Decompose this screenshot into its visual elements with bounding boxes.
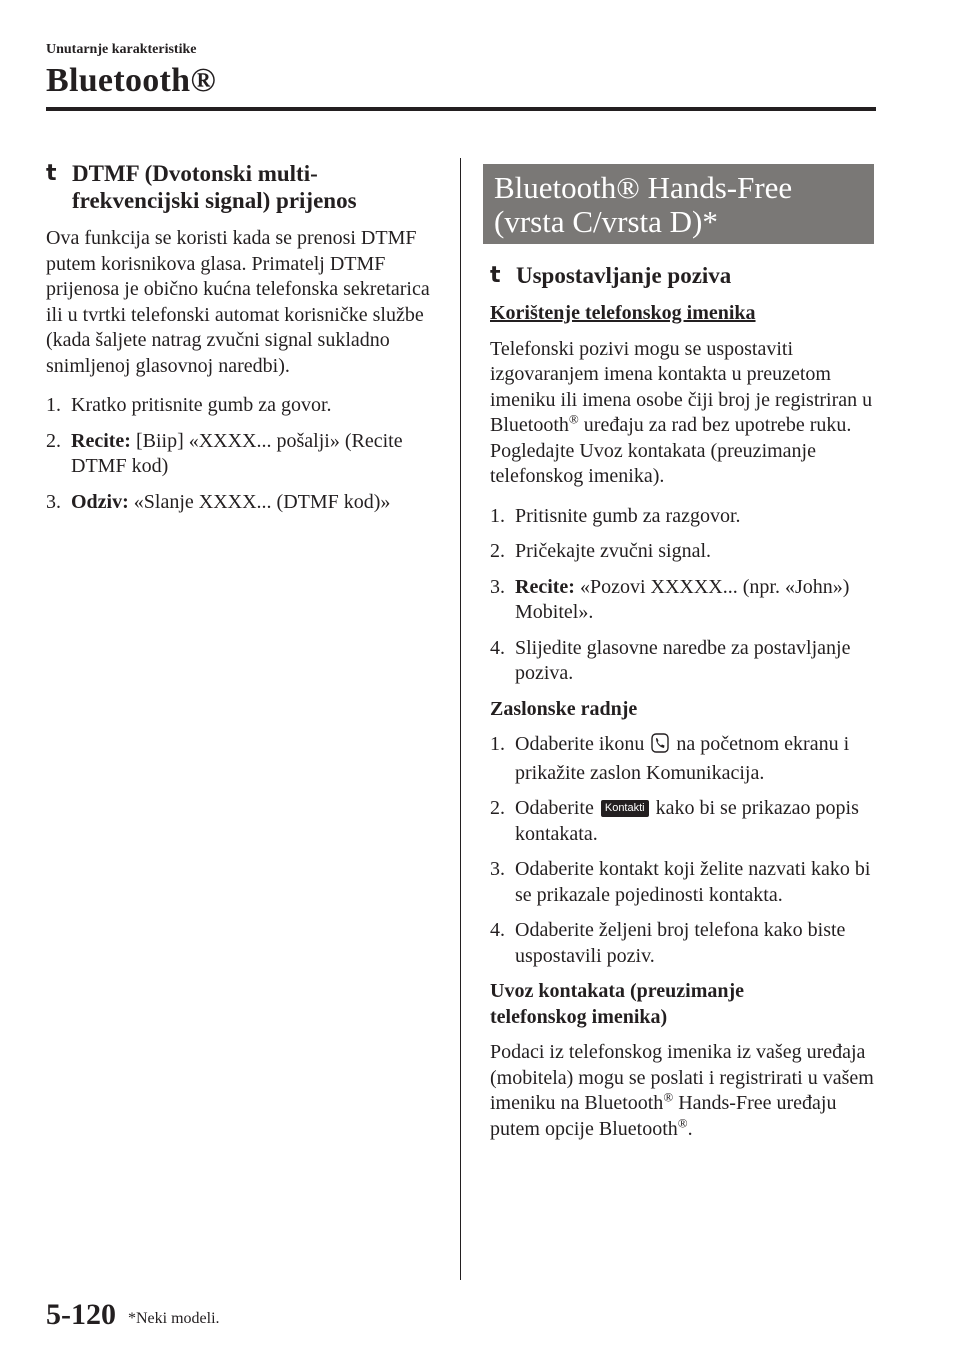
contacts-button: Kontakti: [601, 800, 649, 817]
step-text: Slijedite glasovne naredbe za postavljanje poziva.: [515, 636, 851, 684]
subheading-screen-actions: Zaslonske radnje: [490, 697, 638, 720]
list-item: [46, 429, 438, 480]
step-number: 3.: [490, 575, 505, 598]
text-run: Telefonski pozivi mogu se uspostaviti izgovaranjem imena kontakta u preuzetom imeniku ili imena osobe čiji broj je registriran u Bluetooth: [490, 337, 873, 436]
list-item: [46, 490, 438, 516]
list-item: [490, 732, 875, 786]
text-run: Hands-Free uređaju putem opcije Bluetooth: [490, 1092, 837, 1140]
registered-mark: ®: [568, 411, 579, 427]
text-run: telefonskog imenika): [490, 1005, 668, 1028]
step-number: 2.: [490, 540, 505, 562]
text-run: Uvoz kontakata (preuzimanje: [490, 980, 745, 1002]
step-text: kako bi se prikazao popis kontakata.: [515, 797, 859, 845]
registered-mark: ®: [677, 1114, 688, 1130]
list-item: [490, 575, 875, 626]
section-banner: [483, 164, 874, 244]
column-divider: [460, 158, 461, 1280]
text-run: .: [687, 1117, 693, 1140]
step-text: Odaberite ikonu: [515, 733, 645, 755]
step-number: 4.: [490, 919, 505, 941]
step-number: 2.: [46, 429, 61, 452]
list-item: [490, 918, 875, 969]
subheading-import-contacts: [490, 979, 875, 1030]
step-text: Pritisnite gumb za razgovor.: [515, 504, 741, 527]
section-heading-dtmf: [46, 160, 438, 214]
header-rule: [46, 107, 876, 111]
section-heading-call: [490, 262, 875, 289]
step-text: Pričekajte zvučni signal.: [515, 540, 712, 562]
banner-subtitle: (vrsta C/vrsta D)*: [494, 204, 718, 239]
step-text: Odaberite kontakt koji želite nazvati kako bi se prikazale pojedinosti kontakta.: [515, 858, 871, 906]
step-number: 1.: [490, 733, 505, 755]
import-contacts-text: [490, 1040, 875, 1142]
step-number: 2.: [490, 797, 505, 819]
step-number: 1.: [490, 504, 505, 527]
section-bullet-icon: t: [46, 161, 57, 186]
step-text: [Biip] «XXXX... pošalji» (Recite DTMF kod): [71, 429, 403, 477]
step-label: Odziv:: [71, 490, 129, 513]
right-column: [490, 262, 875, 1152]
phone-icon: [651, 733, 669, 761]
dtmf-intro: Ova funkcija se koristi kada se prenosi DTMF putem korisnikova glasa. Primatelj DTMF prijenosa je obično kućna telefonska sekretarica ili u tvrtki telefonski automat korisničke službe (kada šaljete natrag zvučni signal sukladno snimljenoj glasovnoj naredbi).: [46, 227, 430, 377]
page-number: 5-120: [46, 1298, 116, 1331]
footnote: *Neki modeli.: [128, 1310, 220, 1327]
heading-line: frekvencijski signal) prijenos: [72, 188, 357, 213]
step-text: «Pozovi XXXXX... (npr. «John») Mobitel».: [515, 575, 850, 623]
step-number: 1.: [46, 394, 61, 416]
chapter-kicker: Unutarnje karakteristike: [46, 42, 197, 57]
step-text: Odaberite: [515, 797, 594, 819]
subheading-phonebook: Korištenje telefonskog imenika: [490, 302, 756, 324]
heading-line: Uspostavljanje poziva: [516, 263, 732, 288]
list-item: [490, 796, 875, 847]
list-item: [490, 636, 875, 687]
phonebook-intro: [490, 337, 875, 490]
chapter-title: Bluetooth®: [46, 62, 217, 99]
step-label: Recite:: [515, 575, 575, 598]
step-text: Odaberite željeni broj telefona kako biste uspostavili poziv.: [515, 919, 846, 967]
step-number: 3.: [490, 858, 505, 880]
list-item: [490, 539, 875, 565]
step-number: 3.: [46, 490, 61, 513]
list-item: [490, 504, 875, 530]
left-column: [46, 160, 438, 525]
step-number: 4.: [490, 636, 505, 659]
step-text: Kratko pritisnite gumb za govor.: [71, 394, 332, 416]
step-text: na početnom ekranu i prikažite zaslon Komunikacija.: [515, 733, 850, 784]
list-item: [490, 857, 875, 908]
step-text: «Slanje XXXX... (DTMF kod)»: [128, 490, 391, 513]
text-run: uređaju za rad bez upotrebe ruku. Pogledajte Uvoz kontakata (preuzimanje telefonskog imenika).: [490, 414, 852, 487]
registered-mark: ®: [663, 1089, 674, 1105]
step-label: Recite:: [71, 429, 131, 452]
banner-title: Bluetooth® Hands-Free: [494, 170, 793, 205]
section-bullet-icon: t: [490, 263, 501, 288]
list-item: [46, 393, 438, 419]
heading-line: DTMF (Dvotonski multi-: [72, 161, 318, 186]
text-run: Podaci iz telefonskog imenika iz vašeg uređaja (mobitela) mogu se poslati i registrirati u vašem imeniku na Bluetooth: [490, 1041, 874, 1114]
